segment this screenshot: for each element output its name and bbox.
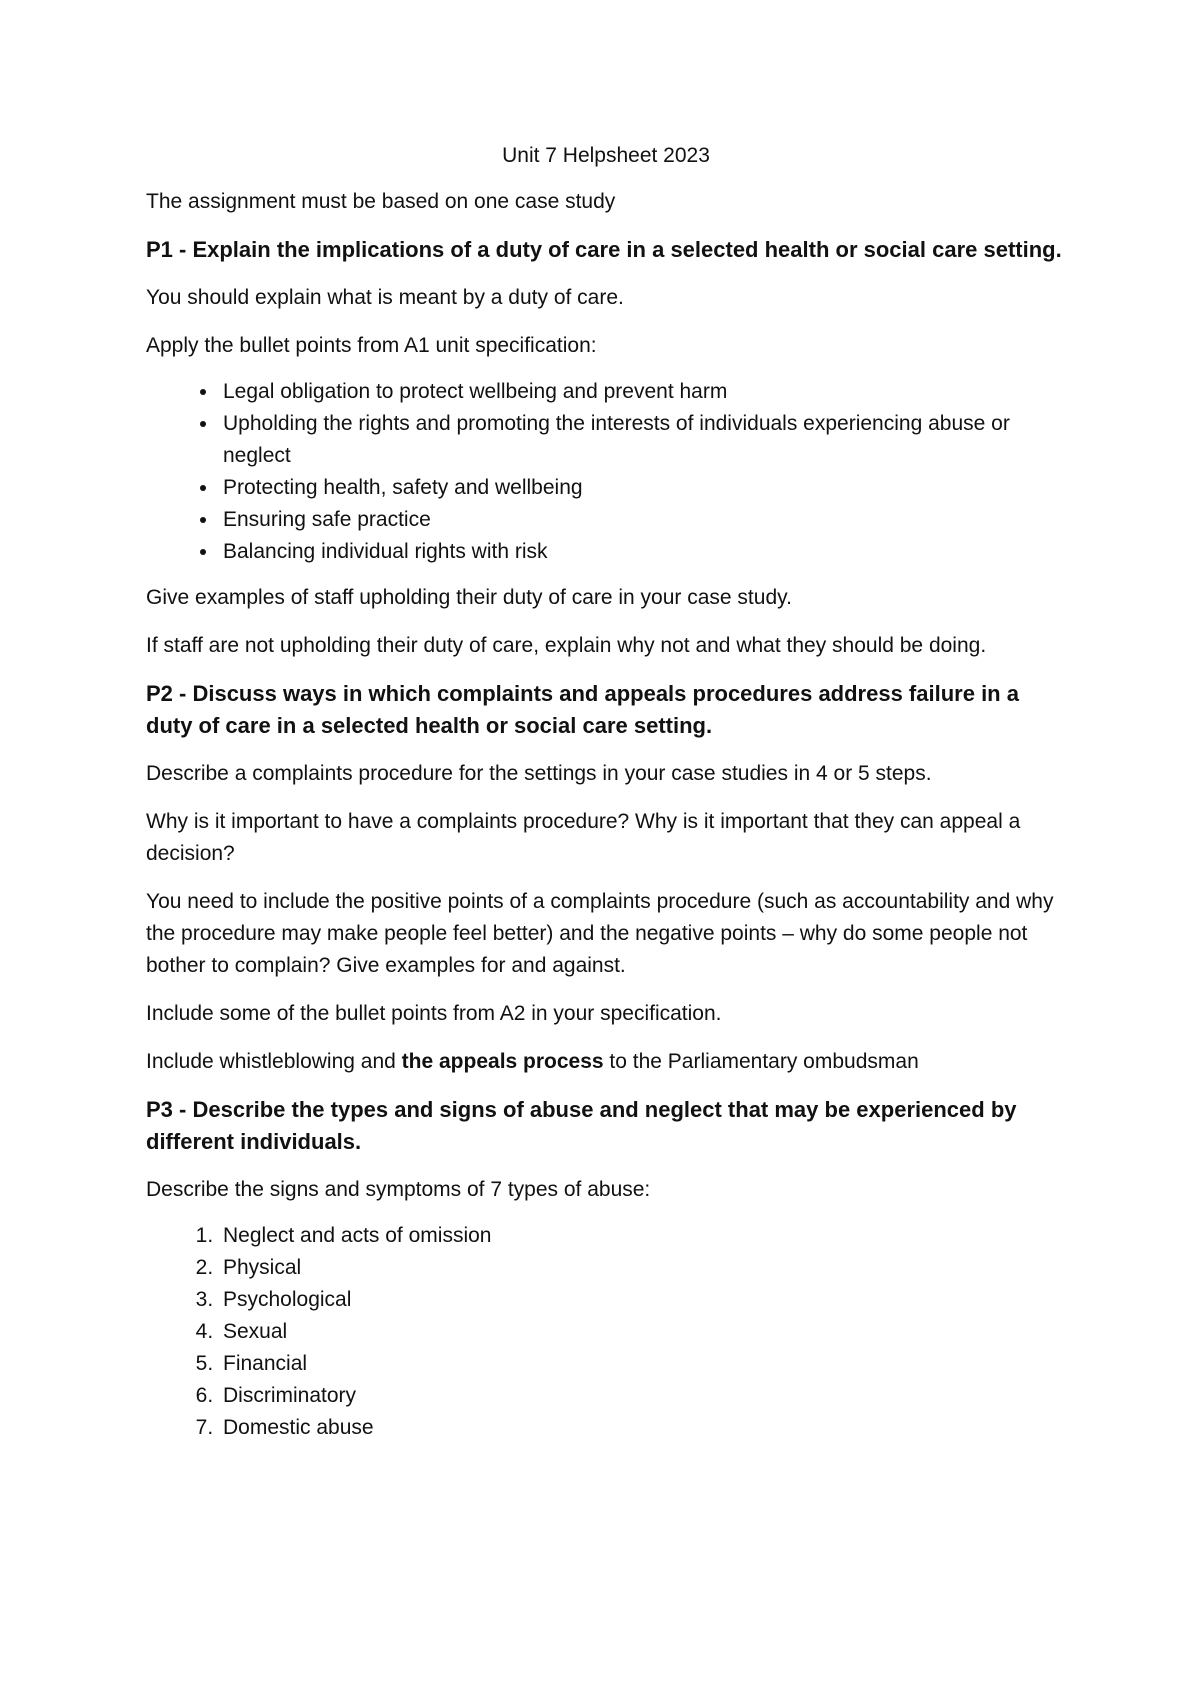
list-item: • Upholding the rights and promoting the interests of individuals experiencing abuse or neglect bbox=[219, 408, 1066, 472]
list-item: 5. Financial bbox=[219, 1348, 1066, 1380]
p1-paragraph-4: If staff are not upholding their duty of care, explain why not and what they should be doing. bbox=[146, 634, 987, 657]
document-page bbox=[146, 140, 1066, 1458]
p3-paragraph-1: Describe the signs and symptoms of 7 types of abuse: bbox=[146, 1178, 651, 1201]
list-item: • Ensuring safe practice bbox=[219, 504, 1066, 536]
intro-paragraph: The assignment must be based on one case study bbox=[146, 190, 616, 213]
p2-paragraph-5-start: Include whistleblowing and bbox=[146, 1050, 402, 1073]
document-title: Unit 7 Helpsheet 2023 bbox=[502, 144, 710, 167]
list-item: • Balancing individual rights with risk bbox=[219, 536, 1066, 568]
list-item: 3. Psychological bbox=[219, 1284, 1066, 1316]
list-item: 7. Domestic abuse bbox=[219, 1412, 1066, 1444]
p1-paragraph-3: Give examples of staff upholding their duty of care in your case study. bbox=[146, 586, 792, 609]
p1-paragraph-1: You should explain what is meant by a duty of care. bbox=[146, 286, 624, 309]
list-item: 2. Physical bbox=[219, 1252, 1066, 1284]
p2-paragraph-5-bold: the appeals process bbox=[401, 1050, 604, 1073]
p2-paragraph-2: Why is it important to have a complaints procedure? Why is it important that they can appeal a decision? bbox=[146, 810, 1021, 865]
p2-paragraph-5 bbox=[146, 1046, 1066, 1078]
p2-paragraph-5-end: to the Parliamentary ombudsman bbox=[603, 1050, 919, 1073]
p3-heading: P3 - Describe the types and signs of abuse and neglect that may be experienced by different individuals. bbox=[146, 1097, 1017, 1154]
list-item: 4. Sexual bbox=[219, 1316, 1066, 1348]
p2-paragraph-3: You need to include the positive points of a complaints procedure (such as accountability and why the procedure may make people feel better) and the negative points – why do some people not bother to complain? Give examples for and against. bbox=[146, 890, 1054, 977]
list-item: 1. Neglect and acts of omission bbox=[219, 1220, 1066, 1252]
p3-numbered-list bbox=[146, 1220, 1066, 1444]
p2-heading: P2 - Discuss ways in which complaints and appeals procedures address failure in a duty of care in a selected health or social care setting. bbox=[146, 681, 1019, 738]
p1-bullet-list bbox=[146, 376, 1066, 568]
list-item: • Legal obligation to protect wellbeing and prevent harm bbox=[219, 376, 1066, 408]
list-item: 6. Discriminatory bbox=[219, 1380, 1066, 1412]
p1-heading: P1 - Explain the implications of a duty of care in a selected health or social care setting. bbox=[146, 237, 1062, 262]
list-item: • Protecting health, safety and wellbeing bbox=[219, 472, 1066, 504]
p2-paragraph-4: Include some of the bullet points from A2 in your specification. bbox=[146, 1002, 722, 1025]
p2-paragraph-1: Describe a complaints procedure for the settings in your case studies in 4 or 5 steps. bbox=[146, 762, 932, 785]
p1-paragraph-2: Apply the bullet points from A1 unit specification: bbox=[146, 334, 597, 357]
